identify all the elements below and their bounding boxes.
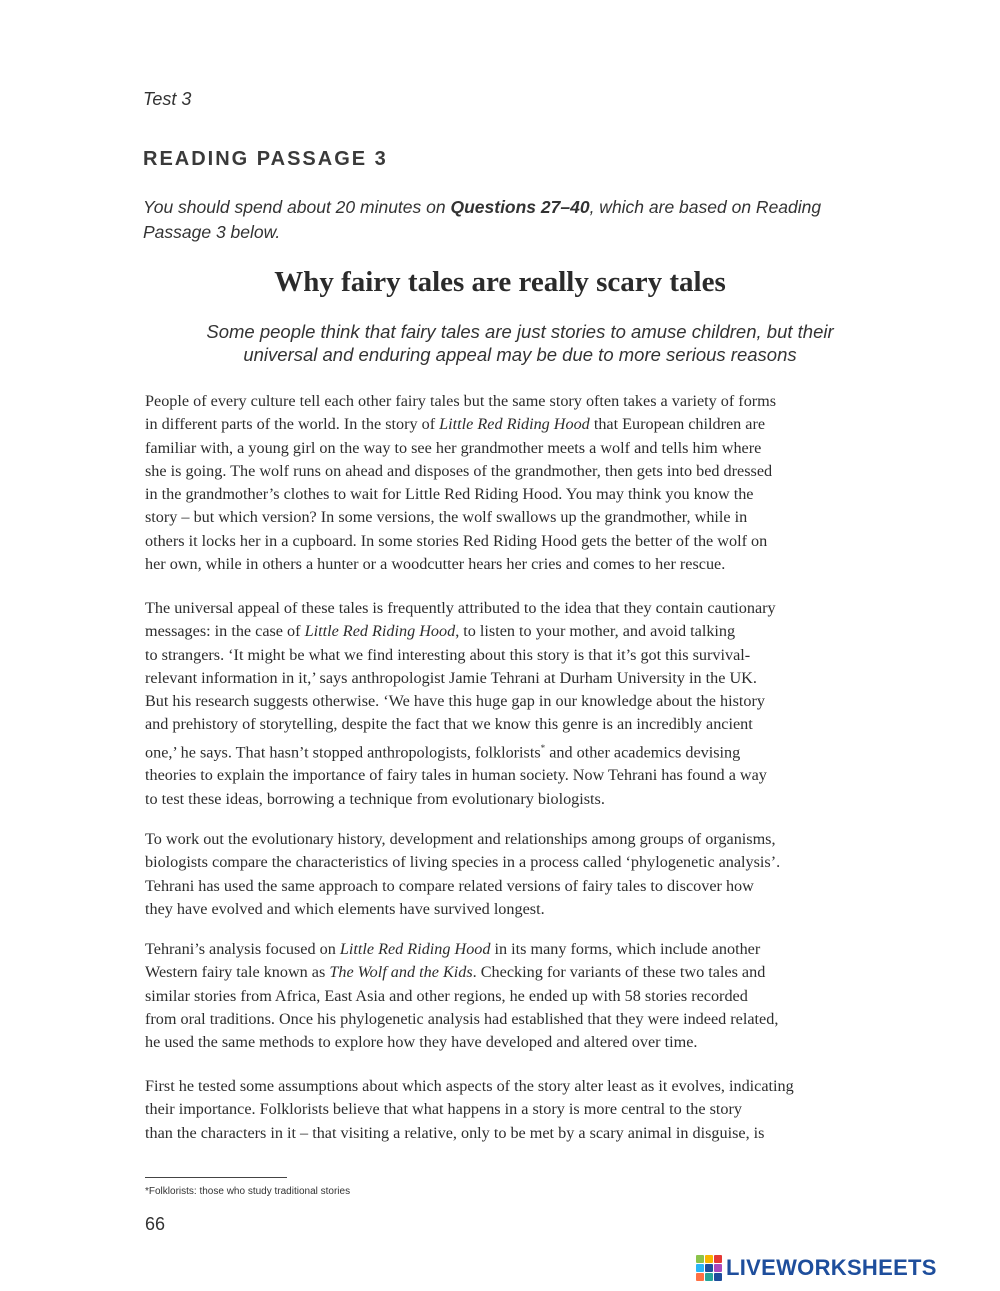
text-line: that European children are <box>589 415 766 434</box>
instruction-questions: Questions 27–40 <box>450 197 590 217</box>
text-line: he used the same methods to explore how they have developed and altered over time. <box>145 1033 698 1052</box>
paragraph-5 <box>145 1075 905 1145</box>
text-line: and other academics devising <box>545 743 741 762</box>
text-line: others it locks her in a cupboard. In some stories Red Riding Hood gets the better of the wolf on <box>145 531 768 550</box>
passage-title: Why fairy tales are really scary tales <box>274 266 726 298</box>
text-line: Tehrani’s analysis focused on <box>145 940 340 958</box>
text-line: biologists compare the characteristics of living species in a process called ‘phylogenetic analysis’. <box>145 853 781 872</box>
text-line: one,’ he says. That hasn’t stopped anthropologists, folklorists <box>145 743 541 762</box>
passage-subtitle <box>150 320 890 366</box>
text-line: . Checking for variants of these two tales and <box>472 963 766 982</box>
text-line: than the characters in it – that visiting a relative, only to be met by a scary animal in disguise, is <box>145 1123 765 1142</box>
subtitle-line: universal and enduring appeal may be due to more serious reasons <box>243 344 797 365</box>
text-line: relevant information in it,’ says anthropologist Jamie Tehrani at Durham University in the UK. <box>145 668 757 687</box>
instruction-text: You should spend about 20 minutes on <box>143 197 451 217</box>
text-line: Western fairy tale known as <box>145 963 330 982</box>
text-line: Tehrani has used the same approach to compare related versions of fairy tales to discover how <box>145 876 754 895</box>
paragraph-1 <box>145 390 905 576</box>
text-line: But his research suggests otherwise. ‘We have this huge gap in our knowledge about the history <box>145 692 765 711</box>
test-label: Test 3 <box>143 89 192 109</box>
text-line: familiar with, a young girl on the way to see her grandmother meets a wolf and tells him where <box>145 438 762 457</box>
text-line: People of every culture tell each other fairy tales but the same story often takes a variety of forms <box>145 392 777 410</box>
text-line: to strangers. ‘It might be what we find interesting about this story is that it’s got this survival- <box>145 645 751 664</box>
footnote-divider <box>145 1177 287 1178</box>
instructions <box>143 195 903 245</box>
subtitle-line: Some people think that fairy tales are just stories to amuse children, but their <box>206 321 834 342</box>
instruction-text: Passage 3 below. <box>143 222 281 242</box>
text-line: in its many forms, which include another <box>490 940 761 958</box>
text-line: First he tested some assumptions about which aspects of the story alter least as it evolves, indicating <box>145 1077 794 1095</box>
liveworksheets-logo-icon <box>696 1255 722 1281</box>
text-line: she is going. The wolf runs on ahead and disposes of the grandmother, then gets into bed dressed <box>145 461 773 480</box>
text-line: messages: in the case of <box>145 622 305 641</box>
text-line: her own, while in others a hunter or a woodcutter hears her cries and comes to her rescue. <box>145 555 726 574</box>
italic-title: Little Red Riding Hood <box>439 415 590 434</box>
text-line: , to listen to your mother, and avoid talking <box>455 622 736 641</box>
paragraph-2 <box>145 597 905 811</box>
italic-title: Little Red Riding Hood <box>339 940 491 958</box>
text-line: story – but which version? In some versions, the wolf swallows up the grandmother, while in <box>145 508 748 527</box>
instruction-text: , which are based on Reading <box>589 197 822 217</box>
footnote: *Folklorists: those who study traditional stories <box>145 1186 351 1197</box>
text-line: their importance. Folklorists believe that what happens in a story is more central to the story <box>145 1100 742 1119</box>
italic-title: The Wolf and the Kids <box>329 963 473 982</box>
paragraph-3 <box>145 828 905 921</box>
text-line: in different parts of the world. In the story of <box>145 415 440 434</box>
footnote-marker: * <box>540 742 546 753</box>
text-line: from oral traditions. Once his phylogenetic analysis had established that they were indeed related, <box>145 1009 779 1028</box>
text-line: in the grandmother’s clothes to wait for Little Red Riding Hood. You may think you know the <box>145 485 754 504</box>
text-line: to test these ideas, borrowing a technique from evolutionary biologists. <box>145 789 605 808</box>
text-line: similar stories from Africa, East Asia and other regions, he ended up with 58 stories recorded <box>145 986 748 1005</box>
paragraph-4 <box>145 938 905 1054</box>
text-line: they have evolved and which elements have survived longest. <box>145 899 545 918</box>
liveworksheets-watermark <box>696 1255 937 1281</box>
page-number: 66 <box>145 1214 166 1234</box>
text-line: The universal appeal of these tales is frequently attributed to the idea that they contain cautionary <box>145 599 776 617</box>
text-line: and prehistory of storytelling, despite the fact that we know this genre is an incredibly ancient <box>145 715 753 734</box>
section-heading: READING PASSAGE 3 <box>143 148 388 170</box>
italic-title: Little Red Riding Hood <box>304 622 456 641</box>
text-line: To work out the evolutionary history, development and relationships among groups of organisms, <box>145 830 776 848</box>
watermark-text: LIVEWORKSHEETS <box>726 1255 937 1280</box>
text-line: theories to explain the importance of fairy tales in human society. Now Tehrani has found a way <box>145 766 767 785</box>
